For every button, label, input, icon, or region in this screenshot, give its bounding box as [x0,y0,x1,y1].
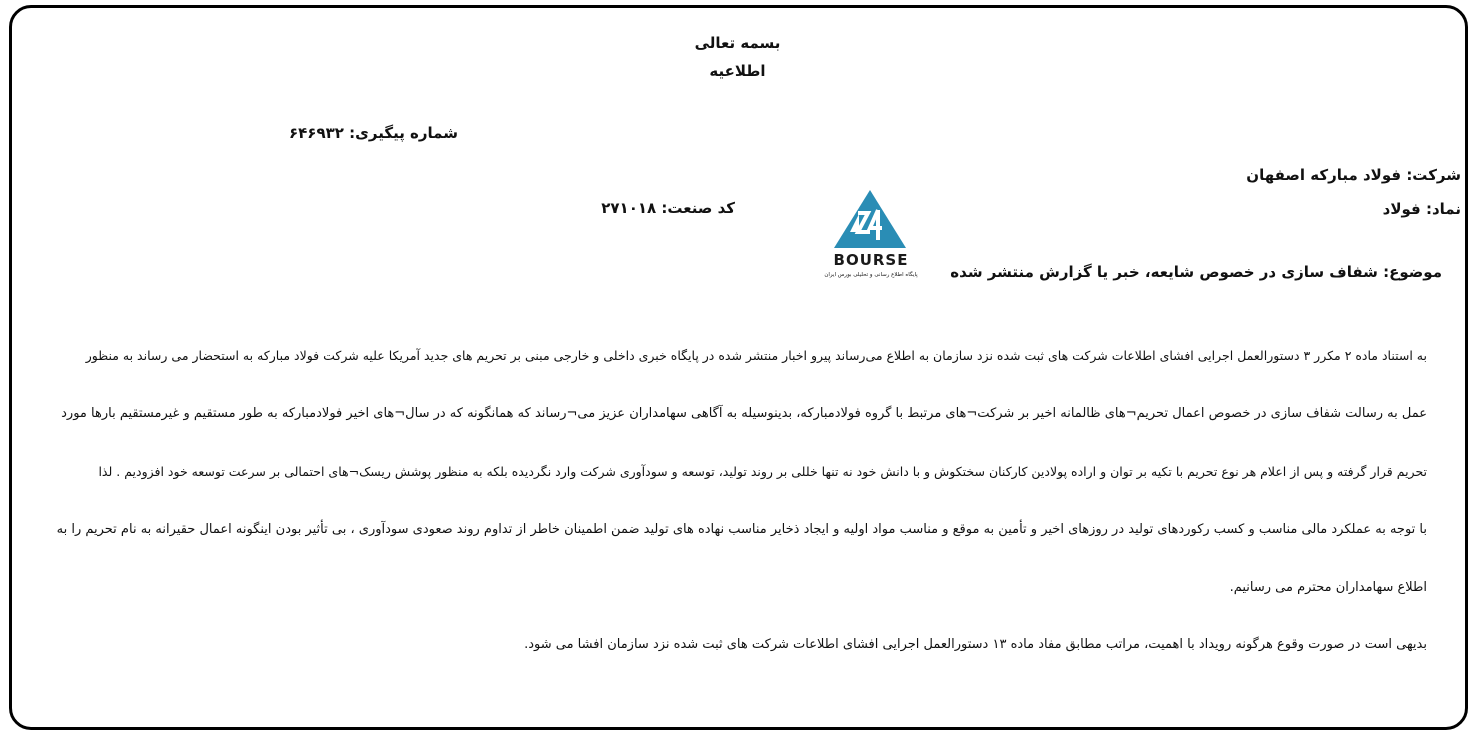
tracking-label: شماره پیگیری: [349,124,458,142]
bourse-logo-text: BOURSE [833,251,909,269]
subject-label: موضوع: [1383,263,1442,281]
industry-code-value: ۲۷۱۰۱۸ [601,199,657,217]
symbol-label: نماد: [1425,200,1461,218]
industry-code-field [601,199,735,217]
bourse-logo [812,180,930,280]
symbol-field [1383,200,1461,218]
closing-statement: بدیهی است در صورت وقوع هرگونه رویداد با اهمیت، مراتب مطابق مفاد ماده ۱۳ دستورالعمل اجرایی افشای اطلاعات شرکت های ثبت شده نزد سازمان افشا می شود. [524,637,1427,652]
announcement-title: اطلاعیه [709,62,766,80]
company-field [1246,166,1461,184]
tracking-value: ۶۴۶۹۳۲ [288,124,344,142]
body-line: عمل به رسالت شفاف سازی در خصوص اعمال تحریم¬های ظالمانه اخیر بر شرکت¬های مرتبط با گروه فولادمبارکه، بدینوسیله به آگاهی سهامداران عزیز می¬رساند که همانگونه که در سال¬های اخیر فولادمبارکه به طور مستقیم و غیرمستقیم بارها مورد [61,406,1427,421]
body-line: اطلاع سهامداران محترم می رسانیم. [1229,580,1427,595]
body-line: با توجه به عملکرد مالی مناسب و کسب رکوردهای تولید در روزهای اخیر و تأمین به موقع و مناسب مواد اولیه و ایجاد ذخایر مناسب نهاده های تولید ضمن اطمینان خاطر از تداوم روند صعودی سودآوری ، بی تأثیر بودن اینگونه اعمال حقیرانه به نام تحریم را به [56,522,1427,537]
symbol-value: فولاد [1382,200,1421,218]
subject-field [950,263,1442,281]
company-value: فولاد مبارکه اصفهان [1246,166,1402,184]
bourse-logo-tagline: پایگاه اطلاع رسانی و تحلیلی بورس ایران [824,272,918,278]
body-line: به استناد ماده ۲ مکرر ۳ دستورالعمل اجرایی افشای اطلاعات شرکت های ثبت شده نزد سازمان به اطلاع می‌رساند پیرو اخبار منتشر شده در پایگاه خبری داخلی و خارجی مبنی بر تحریم های جدید آمریکا علیه شرکت فولاد مبارکه به استحضار می رساند به منظور [85,348,1427,363]
document-frame [9,5,1468,730]
company-label: شرکت: [1406,166,1461,184]
bourse-logo-mark [812,180,930,280]
bismillah-heading: بسمه تعالی [694,34,781,52]
tracking-number [289,124,458,142]
industry-code-label: کد صنعت: [661,199,735,217]
body-line: تحریم قرار گرفته و پس از اعلام هر نوع تحریم با تکیه بر توان و اراده پولادین کارکنان سختکوش و با دانش خود نه تنها خللی بر روند تولید، توسعه و سودآوری شرکت وارد نگردیده بلکه به منظور پوشش ریسک¬های احتمالی بر سرعت توسعه خود افزودیم . لذا [98,464,1427,479]
subject-value: شفاف سازی در خصوص شایعه، خبر یا گزارش منتشر شده [950,263,1378,281]
